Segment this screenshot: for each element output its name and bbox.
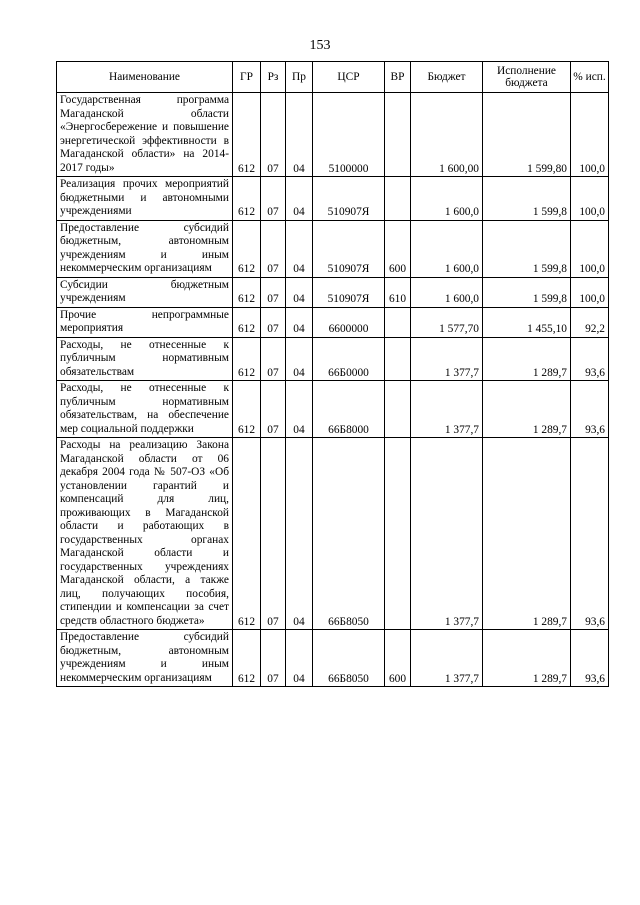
header-execution: Исполнение бюджета	[483, 62, 571, 93]
row-gr: 612	[233, 381, 261, 438]
budget-table	[56, 61, 609, 687]
row-gr: 612	[233, 438, 261, 630]
row-percent: 100,0	[571, 277, 609, 307]
row-budget: 1 377,7	[411, 438, 483, 630]
row-vr	[385, 177, 411, 221]
row-csr: 66Б8050	[313, 630, 385, 687]
row-rz: 07	[261, 277, 286, 307]
row-gr: 612	[233, 220, 261, 277]
row-gr: 612	[233, 93, 261, 177]
row-budget: 1 600,0	[411, 220, 483, 277]
row-budget: 1 377,7	[411, 630, 483, 687]
row-budget: 1 577,70	[411, 307, 483, 337]
table-row	[57, 381, 609, 438]
row-execution: 1 289,7	[483, 438, 571, 630]
header-vr: ВР	[385, 62, 411, 93]
row-vr	[385, 307, 411, 337]
row-rz: 07	[261, 307, 286, 337]
row-name: Прочие непрограммные мероприятия	[57, 307, 233, 337]
row-percent: 92,2	[571, 307, 609, 337]
row-percent: 100,0	[571, 220, 609, 277]
row-name: Предоставление субсидий бюджетным, автономным учреждениям и иным некоммерческим организациям	[57, 220, 233, 277]
row-vr	[385, 381, 411, 438]
row-pr: 04	[286, 220, 313, 277]
table-row	[57, 277, 609, 307]
row-csr: 510907Я	[313, 220, 385, 277]
row-csr: 66Б0000	[313, 337, 385, 381]
row-budget: 1 377,7	[411, 381, 483, 438]
row-csr: 66Б8000	[313, 381, 385, 438]
row-percent: 100,0	[571, 177, 609, 221]
row-execution: 1 289,7	[483, 381, 571, 438]
row-percent: 93,6	[571, 438, 609, 630]
table-row	[57, 177, 609, 221]
row-vr: 600	[385, 630, 411, 687]
row-budget: 1 600,0	[411, 277, 483, 307]
row-csr: 66Б8050	[313, 438, 385, 630]
row-name: Расходы, не отнесенные к публичным нормативным обязательствам	[57, 337, 233, 381]
table-header-row	[57, 62, 609, 93]
row-execution: 1 599,8	[483, 220, 571, 277]
header-rz: Рз	[261, 62, 286, 93]
table-row	[57, 438, 609, 630]
row-gr: 612	[233, 307, 261, 337]
row-csr: 5100000	[313, 93, 385, 177]
row-pr: 04	[286, 337, 313, 381]
row-percent: 93,6	[571, 337, 609, 381]
header-csr: ЦСР	[313, 62, 385, 93]
row-gr: 612	[233, 337, 261, 381]
row-csr: 510907Я	[313, 277, 385, 307]
row-name: Государственная программа Магаданской области «Энергосбережение и повышение энергетической эффективности в Магаданской области» на 2014-2017 годы»	[57, 93, 233, 177]
row-execution: 1 599,8	[483, 177, 571, 221]
row-pr: 04	[286, 438, 313, 630]
row-pr: 04	[286, 630, 313, 687]
row-rz: 07	[261, 337, 286, 381]
row-gr: 612	[233, 630, 261, 687]
row-rz: 07	[261, 177, 286, 221]
row-gr: 612	[233, 277, 261, 307]
header-budget: Бюджет	[411, 62, 483, 93]
row-vr: 600	[385, 220, 411, 277]
header-name: Наименование	[57, 62, 233, 93]
row-pr: 04	[286, 277, 313, 307]
table-row	[57, 307, 609, 337]
page-number: 153	[309, 38, 331, 53]
row-rz: 07	[261, 220, 286, 277]
row-execution: 1 455,10	[483, 307, 571, 337]
row-vr	[385, 337, 411, 381]
row-csr: 510907Я	[313, 177, 385, 221]
table-row	[57, 630, 609, 687]
table-row	[57, 93, 609, 177]
row-name: Реализация прочих мероприятий бюджетными и автономными учреждениями	[57, 177, 233, 221]
row-name: Расходы на реализацию Закона Магаданской области от 06 декабря 2004 года № 507-ОЗ «Об установлении гарантий и компенсаций для лиц, проживающих в Магаданской области и работающих в государственных органах Магаданской области и государственных учреждениях Магаданской области, а также лиц, получающих пособия, стипендии и компенсации за счет средств областного бюджета»	[57, 438, 233, 630]
row-budget: 1 600,0	[411, 177, 483, 221]
row-percent: 100,0	[571, 93, 609, 177]
row-name: Расходы, не отнесенные к публичным нормативным обязательствам, на обеспечение мер социальной поддержки	[57, 381, 233, 438]
row-name: Предоставление субсидий бюджетным, автономным учреждениям и иным некоммерческим организациям	[57, 630, 233, 687]
row-rz: 07	[261, 438, 286, 630]
row-execution: 1 289,7	[483, 630, 571, 687]
row-gr: 612	[233, 177, 261, 221]
row-csr: 6600000	[313, 307, 385, 337]
row-vr	[385, 93, 411, 177]
row-name: Субсидии бюджетным учреждениям	[57, 277, 233, 307]
row-rz: 07	[261, 381, 286, 438]
header-percent: % исп.	[571, 62, 609, 93]
row-rz: 07	[261, 93, 286, 177]
row-vr: 610	[385, 277, 411, 307]
row-percent: 93,6	[571, 630, 609, 687]
row-rz: 07	[261, 630, 286, 687]
header-pr: Пр	[286, 62, 313, 93]
table-row	[57, 337, 609, 381]
row-percent: 93,6	[571, 381, 609, 438]
header-gr: ГР	[233, 62, 261, 93]
row-pr: 04	[286, 93, 313, 177]
row-budget: 1 600,00	[411, 93, 483, 177]
row-execution: 1 599,80	[483, 93, 571, 177]
table-row	[57, 220, 609, 277]
row-execution: 1 289,7	[483, 337, 571, 381]
row-execution: 1 599,8	[483, 277, 571, 307]
row-pr: 04	[286, 177, 313, 221]
row-budget: 1 377,7	[411, 337, 483, 381]
row-pr: 04	[286, 307, 313, 337]
row-pr: 04	[286, 381, 313, 438]
row-vr	[385, 438, 411, 630]
